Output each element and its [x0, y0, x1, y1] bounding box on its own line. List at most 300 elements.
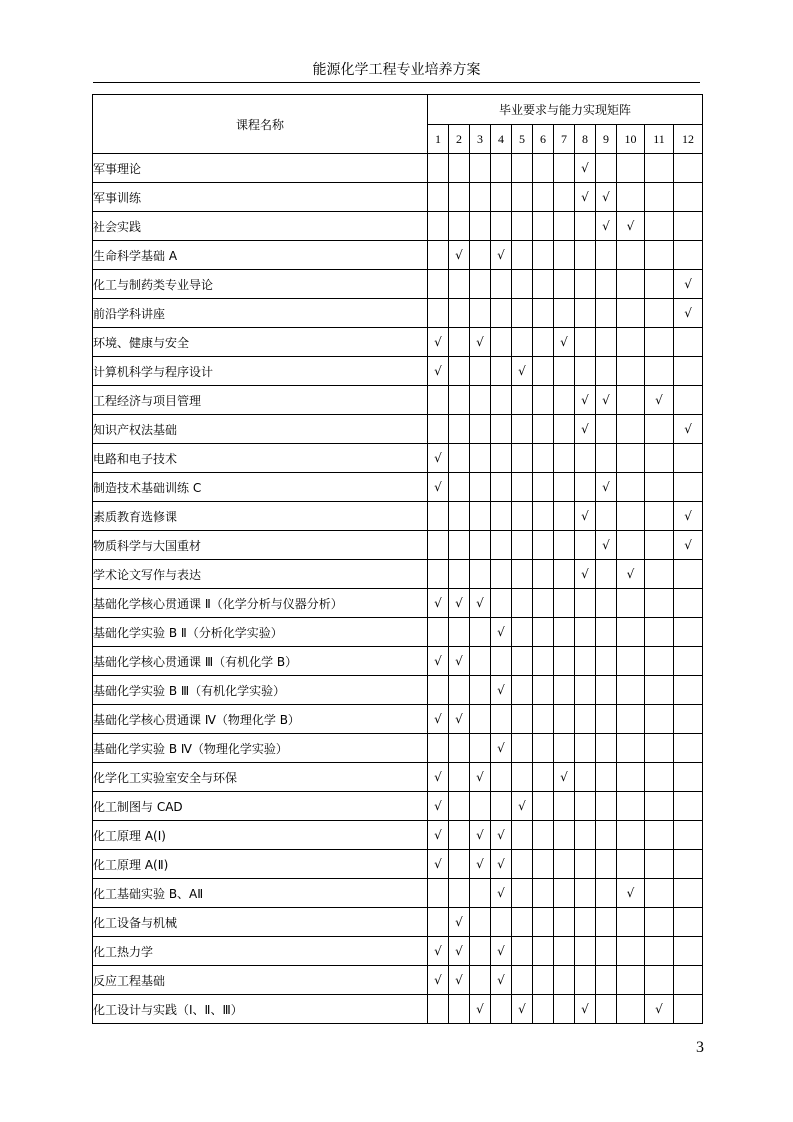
empty-cell: [674, 154, 703, 183]
check-mark-cell: √: [449, 937, 470, 966]
empty-cell: [575, 618, 596, 647]
empty-cell: [617, 154, 645, 183]
empty-cell: [575, 241, 596, 270]
check-mark-cell: √: [449, 241, 470, 270]
course-name-cell: 电路和电子技术: [93, 444, 428, 473]
empty-cell: [596, 560, 617, 589]
empty-cell: [491, 328, 512, 357]
empty-cell: [533, 589, 554, 618]
requirement-column-header: 11: [645, 125, 674, 154]
empty-cell: [674, 966, 703, 995]
empty-cell: [645, 647, 674, 676]
empty-cell: [596, 241, 617, 270]
table-row: [93, 879, 703, 908]
empty-cell: [674, 212, 703, 241]
empty-cell: [470, 618, 491, 647]
empty-cell: [449, 270, 470, 299]
empty-cell: [575, 531, 596, 560]
empty-cell: [617, 908, 645, 937]
empty-cell: [674, 618, 703, 647]
course-name-cell: 基础化学核心贯通课 Ⅳ（物理化学 B）: [93, 705, 428, 734]
empty-cell: [428, 734, 449, 763]
empty-cell: [645, 705, 674, 734]
empty-cell: [596, 763, 617, 792]
empty-cell: [512, 850, 533, 879]
empty-cell: [512, 154, 533, 183]
empty-cell: [428, 995, 449, 1024]
empty-cell: [617, 763, 645, 792]
empty-cell: [449, 328, 470, 357]
empty-cell: [617, 937, 645, 966]
check-mark-cell: √: [617, 212, 645, 241]
requirement-column-header: 2: [449, 125, 470, 154]
empty-cell: [512, 763, 533, 792]
check-mark-cell: √: [449, 647, 470, 676]
empty-cell: [428, 560, 449, 589]
empty-cell: [617, 589, 645, 618]
empty-cell: [645, 183, 674, 212]
empty-cell: [617, 850, 645, 879]
empty-cell: [596, 589, 617, 618]
course-name-cell: 基础化学核心贯通课 Ⅲ（有机化学 B）: [93, 647, 428, 676]
empty-cell: [512, 647, 533, 676]
table-row: [93, 908, 703, 937]
check-mark-cell: √: [674, 415, 703, 444]
empty-cell: [470, 937, 491, 966]
empty-cell: [470, 473, 491, 502]
empty-cell: [428, 415, 449, 444]
empty-cell: [554, 502, 575, 531]
empty-cell: [674, 560, 703, 589]
empty-cell: [617, 502, 645, 531]
empty-cell: [491, 531, 512, 560]
check-mark-cell: √: [428, 589, 449, 618]
empty-cell: [645, 937, 674, 966]
empty-cell: [512, 183, 533, 212]
empty-cell: [645, 763, 674, 792]
empty-cell: [674, 357, 703, 386]
empty-cell: [645, 531, 674, 560]
empty-cell: [645, 502, 674, 531]
empty-cell: [533, 560, 554, 589]
empty-cell: [491, 502, 512, 531]
empty-cell: [533, 676, 554, 705]
course-name-cell: 化工基础实验 B、AⅡ: [93, 879, 428, 908]
empty-cell: [674, 676, 703, 705]
table-row: [93, 473, 703, 502]
empty-cell: [575, 473, 596, 502]
empty-cell: [512, 531, 533, 560]
empty-cell: [596, 502, 617, 531]
empty-cell: [554, 850, 575, 879]
requirement-column-header: 5: [512, 125, 533, 154]
empty-cell: [674, 241, 703, 270]
check-mark-cell: √: [470, 589, 491, 618]
check-mark-cell: √: [512, 357, 533, 386]
empty-cell: [674, 908, 703, 937]
empty-cell: [512, 966, 533, 995]
empty-cell: [645, 618, 674, 647]
empty-cell: [596, 328, 617, 357]
check-mark-cell: √: [491, 821, 512, 850]
course-name-cell: 基础化学实验 B Ⅳ（物理化学实验）: [93, 734, 428, 763]
empty-cell: [554, 705, 575, 734]
empty-cell: [645, 879, 674, 908]
empty-cell: [554, 734, 575, 763]
empty-cell: [554, 821, 575, 850]
empty-cell: [554, 415, 575, 444]
empty-cell: [554, 357, 575, 386]
check-mark-cell: √: [575, 995, 596, 1024]
empty-cell: [512, 908, 533, 937]
empty-cell: [533, 908, 554, 937]
course-name-cell: 知识产权法基础: [93, 415, 428, 444]
empty-cell: [470, 705, 491, 734]
empty-cell: [512, 937, 533, 966]
empty-cell: [470, 444, 491, 473]
empty-cell: [645, 444, 674, 473]
empty-cell: [428, 879, 449, 908]
empty-cell: [470, 647, 491, 676]
empty-cell: [512, 212, 533, 241]
course-name-cell: 基础化学核心贯通课 Ⅱ（化学分析与仪器分析）: [93, 589, 428, 618]
empty-cell: [596, 995, 617, 1024]
empty-cell: [596, 821, 617, 850]
empty-cell: [470, 415, 491, 444]
empty-cell: [428, 618, 449, 647]
check-mark-cell: √: [645, 995, 674, 1024]
empty-cell: [533, 357, 554, 386]
empty-cell: [491, 995, 512, 1024]
empty-cell: [554, 212, 575, 241]
empty-cell: [575, 676, 596, 705]
check-mark-cell: √: [449, 705, 470, 734]
empty-cell: [674, 444, 703, 473]
empty-cell: [491, 560, 512, 589]
course-name-cell: 军事理论: [93, 154, 428, 183]
empty-cell: [617, 415, 645, 444]
empty-cell: [512, 241, 533, 270]
empty-cell: [645, 850, 674, 879]
check-mark-cell: √: [596, 386, 617, 415]
empty-cell: [428, 676, 449, 705]
empty-cell: [533, 618, 554, 647]
empty-cell: [533, 792, 554, 821]
empty-cell: [554, 589, 575, 618]
empty-cell: [674, 328, 703, 357]
empty-cell: [512, 386, 533, 415]
empty-cell: [554, 995, 575, 1024]
course-name-cell: 物质科学与大国重材: [93, 531, 428, 560]
empty-cell: [554, 908, 575, 937]
empty-cell: [470, 560, 491, 589]
requirement-column-header: 6: [533, 125, 554, 154]
requirement-column-header: 3: [470, 125, 491, 154]
empty-cell: [596, 676, 617, 705]
empty-cell: [575, 589, 596, 618]
empty-cell: [617, 734, 645, 763]
table-row: [93, 328, 703, 357]
course-name-cell: 化工与制药类专业导论: [93, 270, 428, 299]
empty-cell: [617, 676, 645, 705]
empty-cell: [575, 270, 596, 299]
empty-cell: [617, 966, 645, 995]
empty-cell: [674, 879, 703, 908]
empty-cell: [575, 908, 596, 937]
empty-cell: [449, 531, 470, 560]
empty-cell: [596, 966, 617, 995]
empty-cell: [617, 386, 645, 415]
table-row: [93, 618, 703, 647]
check-mark-cell: √: [674, 299, 703, 328]
empty-cell: [645, 908, 674, 937]
check-mark-cell: √: [645, 386, 674, 415]
course-name-header: 课程名称: [93, 95, 428, 154]
empty-cell: [645, 241, 674, 270]
empty-cell: [617, 618, 645, 647]
empty-cell: [575, 357, 596, 386]
empty-cell: [533, 183, 554, 212]
course-name-cell: 化工设备与机械: [93, 908, 428, 937]
empty-cell: [645, 560, 674, 589]
course-name-cell: 化工制图与 CAD: [93, 792, 428, 821]
requirement-column-header: 10: [617, 125, 645, 154]
empty-cell: [575, 328, 596, 357]
empty-cell: [470, 270, 491, 299]
empty-cell: [512, 473, 533, 502]
empty-cell: [554, 531, 575, 560]
empty-cell: [512, 415, 533, 444]
course-name-cell: 化工原理 A(Ⅰ): [93, 821, 428, 850]
empty-cell: [617, 792, 645, 821]
table-row: [93, 850, 703, 879]
empty-cell: [575, 734, 596, 763]
empty-cell: [575, 299, 596, 328]
empty-cell: [645, 966, 674, 995]
course-name-cell: 计算机科学与程序设计: [93, 357, 428, 386]
check-mark-cell: √: [449, 908, 470, 937]
empty-cell: [491, 473, 512, 502]
empty-cell: [596, 734, 617, 763]
check-mark-cell: √: [674, 502, 703, 531]
empty-cell: [533, 734, 554, 763]
table-row: [93, 241, 703, 270]
empty-cell: [449, 154, 470, 183]
empty-cell: [533, 850, 554, 879]
empty-cell: [554, 879, 575, 908]
check-mark-cell: √: [428, 966, 449, 995]
table-row: [93, 270, 703, 299]
empty-cell: [470, 386, 491, 415]
table-row: [93, 647, 703, 676]
check-mark-cell: √: [491, 937, 512, 966]
empty-cell: [645, 415, 674, 444]
empty-cell: [596, 850, 617, 879]
empty-cell: [674, 183, 703, 212]
empty-cell: [554, 676, 575, 705]
empty-cell: [491, 270, 512, 299]
empty-cell: [617, 270, 645, 299]
empty-cell: [554, 473, 575, 502]
empty-cell: [674, 995, 703, 1024]
empty-cell: [470, 908, 491, 937]
empty-cell: [674, 386, 703, 415]
table-row: [93, 734, 703, 763]
check-mark-cell: √: [428, 821, 449, 850]
empty-cell: [596, 618, 617, 647]
empty-cell: [449, 299, 470, 328]
empty-cell: [645, 792, 674, 821]
empty-cell: [533, 299, 554, 328]
empty-cell: [491, 705, 512, 734]
empty-cell: [449, 473, 470, 502]
empty-cell: [449, 212, 470, 241]
table-row: [93, 560, 703, 589]
check-mark-cell: √: [470, 821, 491, 850]
empty-cell: [645, 473, 674, 502]
empty-cell: [491, 154, 512, 183]
empty-cell: [596, 879, 617, 908]
table-row: [93, 183, 703, 212]
empty-cell: [533, 502, 554, 531]
table-row: [93, 676, 703, 705]
empty-cell: [674, 792, 703, 821]
empty-cell: [645, 676, 674, 705]
table-row: [93, 154, 703, 183]
empty-cell: [512, 560, 533, 589]
empty-cell: [554, 241, 575, 270]
empty-cell: [554, 560, 575, 589]
empty-cell: [617, 531, 645, 560]
check-mark-cell: √: [428, 357, 449, 386]
check-mark-cell: √: [428, 328, 449, 357]
empty-cell: [575, 647, 596, 676]
empty-cell: [645, 212, 674, 241]
empty-cell: [533, 154, 554, 183]
table-row: [93, 966, 703, 995]
empty-cell: [645, 357, 674, 386]
empty-cell: [533, 966, 554, 995]
check-mark-cell: √: [491, 676, 512, 705]
empty-cell: [470, 734, 491, 763]
course-name-cell: 化工原理 A(Ⅱ): [93, 850, 428, 879]
empty-cell: [674, 734, 703, 763]
empty-cell: [533, 647, 554, 676]
header-divider: [93, 82, 700, 83]
empty-cell: [596, 647, 617, 676]
empty-cell: [533, 328, 554, 357]
matrix-group-header: 毕业要求与能力实现矩阵: [428, 95, 703, 125]
empty-cell: [449, 676, 470, 705]
empty-cell: [470, 531, 491, 560]
page-number: 3: [696, 1039, 704, 1056]
empty-cell: [554, 647, 575, 676]
empty-cell: [617, 444, 645, 473]
check-mark-cell: √: [491, 618, 512, 647]
empty-cell: [428, 531, 449, 560]
empty-cell: [533, 444, 554, 473]
empty-cell: [449, 879, 470, 908]
empty-cell: [596, 908, 617, 937]
empty-cell: [596, 444, 617, 473]
empty-cell: [428, 299, 449, 328]
check-mark-cell: √: [470, 328, 491, 357]
empty-cell: [554, 299, 575, 328]
empty-cell: [596, 357, 617, 386]
empty-cell: [491, 386, 512, 415]
empty-cell: [617, 328, 645, 357]
check-mark-cell: √: [491, 850, 512, 879]
check-mark-cell: √: [617, 879, 645, 908]
check-mark-cell: √: [470, 763, 491, 792]
empty-cell: [512, 734, 533, 763]
table-row: [93, 705, 703, 734]
empty-cell: [617, 995, 645, 1024]
check-mark-cell: √: [428, 850, 449, 879]
course-name-cell: 学术论文写作与表达: [93, 560, 428, 589]
empty-cell: [617, 183, 645, 212]
empty-cell: [554, 386, 575, 415]
empty-cell: [674, 647, 703, 676]
course-name-cell: 制造技术基础训练 C: [93, 473, 428, 502]
empty-cell: [470, 183, 491, 212]
empty-cell: [491, 444, 512, 473]
empty-cell: [470, 212, 491, 241]
check-mark-cell: √: [491, 966, 512, 995]
check-mark-cell: √: [575, 560, 596, 589]
empty-cell: [491, 212, 512, 241]
empty-cell: [470, 241, 491, 270]
empty-cell: [554, 270, 575, 299]
empty-cell: [470, 879, 491, 908]
course-name-cell: 化工热力学: [93, 937, 428, 966]
empty-cell: [428, 386, 449, 415]
empty-cell: [449, 821, 470, 850]
empty-cell: [575, 879, 596, 908]
check-mark-cell: √: [575, 183, 596, 212]
table-row: [93, 212, 703, 241]
check-mark-cell: √: [428, 473, 449, 502]
course-name-cell: 素质教育选修课: [93, 502, 428, 531]
empty-cell: [449, 357, 470, 386]
empty-cell: [674, 473, 703, 502]
empty-cell: [470, 676, 491, 705]
table-row: [93, 299, 703, 328]
empty-cell: [596, 415, 617, 444]
check-mark-cell: √: [617, 560, 645, 589]
empty-cell: [428, 154, 449, 183]
empty-cell: [449, 995, 470, 1024]
empty-cell: [449, 763, 470, 792]
check-mark-cell: √: [575, 502, 596, 531]
empty-cell: [470, 299, 491, 328]
requirement-column-header: 8: [575, 125, 596, 154]
table-row: [93, 415, 703, 444]
empty-cell: [470, 966, 491, 995]
table-row: [93, 995, 703, 1024]
course-name-cell: 基础化学实验 B Ⅲ（有机化学实验）: [93, 676, 428, 705]
check-mark-cell: √: [596, 473, 617, 502]
empty-cell: [596, 792, 617, 821]
empty-cell: [645, 589, 674, 618]
course-name-cell: 基础化学实验 B Ⅱ（分析化学实验）: [93, 618, 428, 647]
empty-cell: [533, 531, 554, 560]
empty-cell: [554, 183, 575, 212]
table-row: [93, 357, 703, 386]
page-header-title: 能源化学工程专业培养方案: [312, 62, 481, 78]
empty-cell: [491, 183, 512, 212]
check-mark-cell: √: [428, 705, 449, 734]
